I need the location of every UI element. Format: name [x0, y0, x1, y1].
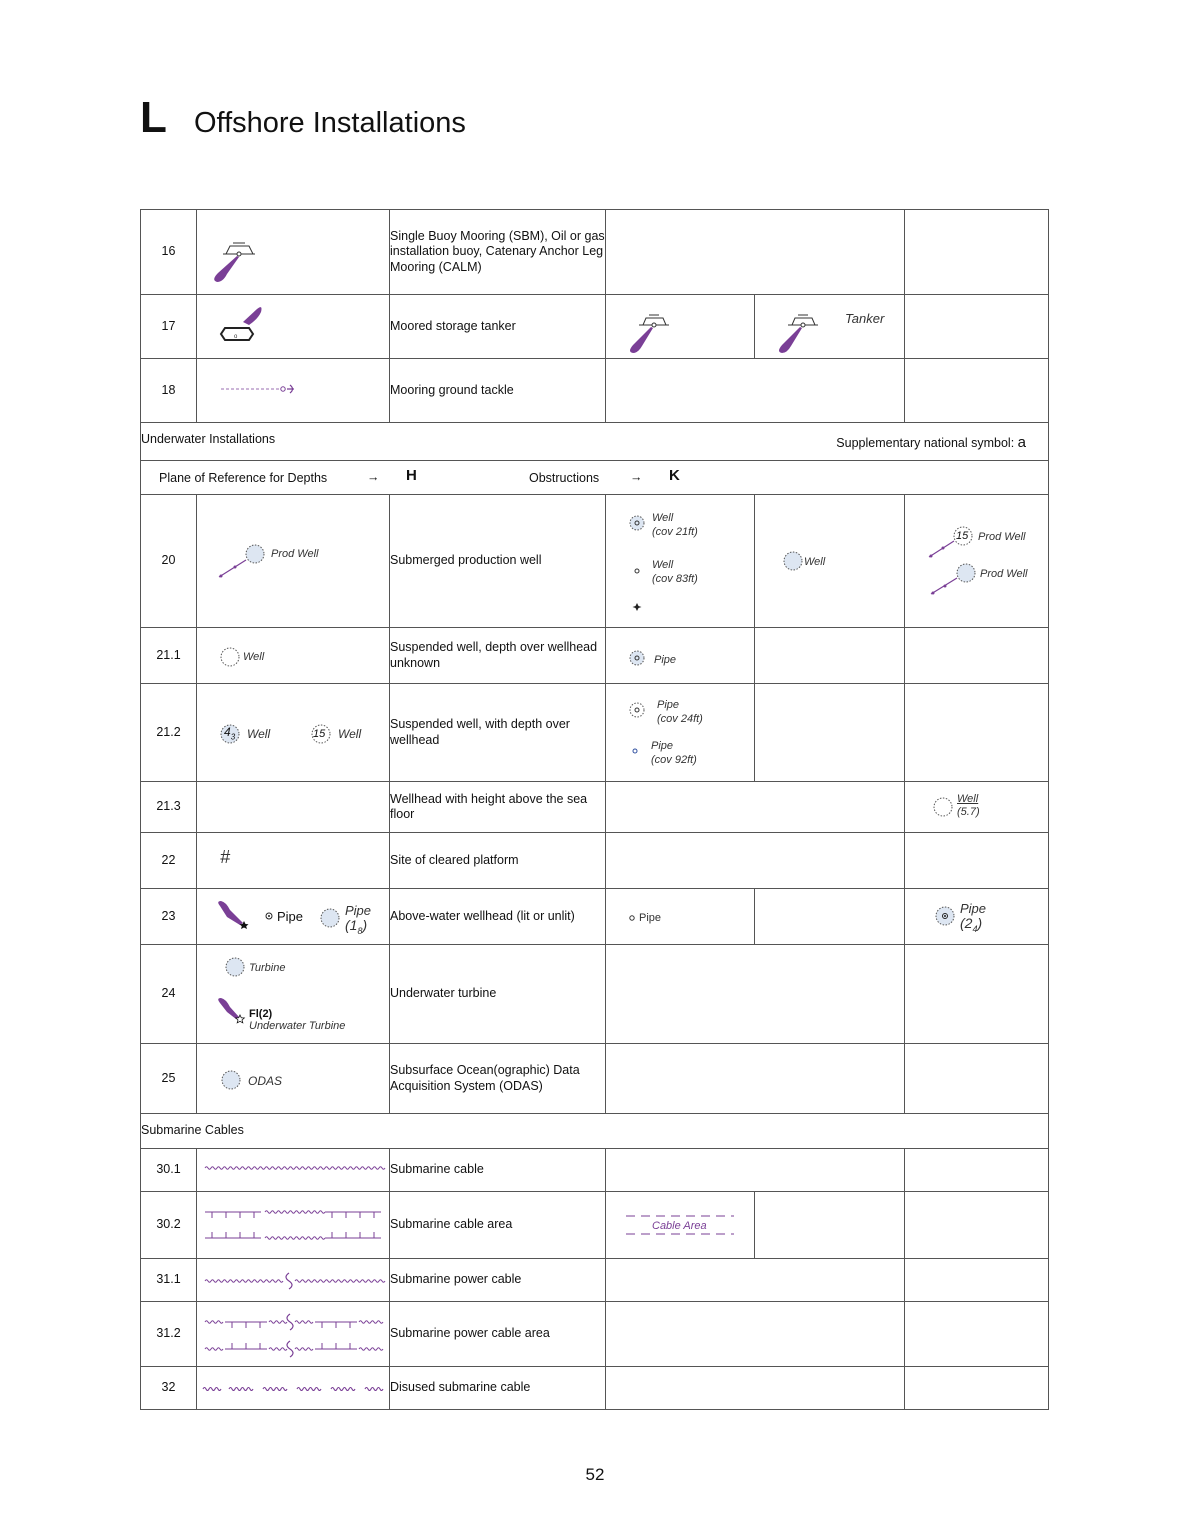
- empty-cell: [905, 1367, 1049, 1410]
- cable-area-label: Cable Area: [652, 1220, 707, 1232]
- symbol-cell: [905, 889, 1049, 945]
- empty-cell: [606, 1259, 905, 1302]
- section-title: Underwater Installations: [141, 431, 276, 446]
- row-number: 21.3: [141, 782, 197, 833]
- depth-label: $4_3$: [224, 725, 236, 742]
- table-row: [141, 295, 1049, 359]
- symbol-cell: [197, 495, 390, 628]
- row-number: 32: [141, 1367, 197, 1410]
- reference-row: [141, 461, 1049, 495]
- well-label: Well: [652, 559, 674, 571]
- well-label: Well: [243, 651, 265, 663]
- pipe-label: Pipe: [960, 901, 987, 916]
- symbol-cell: [606, 889, 755, 945]
- symbol-cell: [197, 1149, 390, 1192]
- depth-label: 15: [313, 728, 326, 740]
- symbol-cell: [197, 628, 390, 684]
- cable-area-icon: [197, 1192, 390, 1258]
- table-row: [141, 210, 1049, 295]
- symbol-cell: [606, 684, 755, 782]
- page-number: 52: [585, 1465, 605, 1484]
- sbm-buoy-icon: [197, 210, 390, 294]
- description: Submarine cable area: [390, 1192, 606, 1259]
- description: Subsurface Ocean(ographic) Data Acquisition System (ODAS): [390, 1044, 606, 1114]
- description: Site of cleared platform: [390, 833, 606, 889]
- arrow-icon: →: [630, 470, 643, 484]
- empty-cell: [905, 628, 1049, 684]
- power-cable-area-icon: [197, 1302, 390, 1366]
- sbm-buoy-icon: [755, 295, 905, 358]
- row-number: 17: [141, 295, 197, 359]
- row-number: 31.1: [141, 1259, 197, 1302]
- plane-reference-link[interactable]: H: [406, 467, 417, 484]
- empty-cell: [905, 1259, 1049, 1302]
- description: Above-water wellhead (lit or unlit): [390, 889, 606, 945]
- table-row: [141, 495, 1049, 628]
- empty-cell: [755, 889, 905, 945]
- empty-cell: [905, 945, 1049, 1044]
- symbol-cell: [197, 1192, 390, 1259]
- turbine-label: Underwater Turbine: [249, 1020, 346, 1032]
- ground-tackle-icon: [197, 359, 390, 422]
- cover-depth-label: (cov 21ft): [652, 526, 698, 538]
- well-label: Well: [957, 793, 979, 805]
- turbine-label: Turbine: [249, 962, 286, 974]
- symbol-cell: [606, 295, 755, 359]
- table-row: [141, 1149, 1049, 1192]
- well-label: Well: [804, 556, 826, 568]
- description: Suspended well, depth over wellhead unknown: [390, 628, 606, 684]
- pipe-label: Pipe: [657, 699, 680, 711]
- cover-depth-label: (cov 92ft): [651, 754, 697, 766]
- well-label: Well: [652, 512, 674, 524]
- row-number: 16: [141, 210, 197, 295]
- depth-label: 15: [956, 530, 969, 542]
- submarine-cable-icon: [197, 1149, 390, 1191]
- cleared-platform-icon: #: [220, 847, 231, 867]
- empty-cell: [606, 833, 905, 889]
- symbol-cell: [197, 945, 390, 1044]
- description: Moored storage tanker: [390, 295, 606, 359]
- plane-reference-label: Plane of Reference for Depths: [159, 471, 328, 485]
- empty-cell: [755, 628, 905, 684]
- empty-cell: [606, 1367, 905, 1410]
- prod-well-label: Prod Well: [980, 568, 1028, 580]
- symbol-cell: [197, 359, 390, 423]
- pipe-label: Pipe: [345, 903, 372, 918]
- tanker-label: Tanker: [845, 311, 885, 326]
- odas-label: ODAS: [248, 1074, 283, 1088]
- suspended-well-icon: [197, 628, 390, 684]
- symbol-cell: [197, 1367, 390, 1410]
- odas-icon: [197, 1044, 390, 1114]
- light-character-label: Fl(2): [249, 1008, 273, 1020]
- empty-cell: [905, 833, 1049, 889]
- symbol-cell: [905, 495, 1049, 628]
- row-number: 22: [141, 833, 197, 889]
- drying-height-label: $(1_8)$: [345, 917, 368, 936]
- table-row: [141, 1044, 1049, 1114]
- section-title: Submarine Cables: [141, 1114, 1049, 1149]
- symbol-cell: [606, 495, 755, 628]
- storage-tanker-icon: [197, 295, 390, 358]
- description: Submarine cable: [390, 1149, 606, 1192]
- empty-cell: [755, 684, 905, 782]
- empty-cell: [197, 782, 390, 833]
- table-row: [141, 782, 1049, 833]
- row-number: 21.2: [141, 684, 197, 782]
- symbol-cell: [606, 628, 755, 684]
- symbol-cell: [197, 210, 390, 295]
- pipe-label: Pipe: [639, 912, 662, 924]
- empty-cell: [905, 1302, 1049, 1367]
- table-row: [141, 628, 1049, 684]
- prod-well-label: Prod Well: [271, 548, 319, 560]
- row-number: 30.2: [141, 1192, 197, 1259]
- empty-cell: [905, 210, 1049, 295]
- symbol-cell: [755, 495, 905, 628]
- description: Underwater turbine: [390, 945, 606, 1044]
- table-row: [141, 684, 1049, 782]
- description: Suspended well, with depth over wellhead: [390, 684, 606, 782]
- empty-cell: [905, 1149, 1049, 1192]
- table-row: [141, 833, 1049, 889]
- empty-cell: [606, 1302, 905, 1367]
- row-number: 30.1: [141, 1149, 197, 1192]
- supplementary-note: [836, 432, 1048, 452]
- empty-cell: [606, 210, 905, 295]
- empty-cell: [755, 1192, 905, 1259]
- symbol-table: [140, 209, 1049, 1410]
- pipe-label: Pipe: [277, 909, 304, 924]
- empty-cell: [905, 1044, 1049, 1114]
- cover-depth-label: (cov 83ft): [652, 573, 698, 585]
- cover-depth-label: (cov 24ft): [657, 713, 703, 725]
- symbol-cell: [197, 295, 390, 359]
- table-row: [141, 359, 1049, 423]
- empty-cell: [905, 684, 1049, 782]
- symbol-cell: [197, 889, 390, 945]
- well-icon: [606, 495, 755, 628]
- description: Disused submarine cable: [390, 1367, 606, 1410]
- empty-cell: [905, 1192, 1049, 1259]
- description: Submarine power cable: [390, 1259, 606, 1302]
- pipe-label: Pipe: [651, 740, 674, 752]
- row-number: 21.1: [141, 628, 197, 684]
- section-header-underwater: [141, 423, 1049, 461]
- row-number: 31.2: [141, 1302, 197, 1367]
- symbol-cell: [197, 684, 390, 782]
- arrow-icon: →: [367, 470, 380, 484]
- description: Mooring ground tackle: [390, 359, 606, 423]
- empty-cell: [606, 359, 905, 423]
- row-number: 25: [141, 1044, 197, 1114]
- table-row: [141, 1367, 1049, 1410]
- pipe-icon: [606, 889, 755, 945]
- description: Single Buoy Mooring (SBM), Oil or gas installation buoy, Catenary Anchor Leg Mooring (CALM): [390, 210, 606, 295]
- page-title: Offshore Installations: [194, 107, 466, 139]
- symbol-cell: [905, 782, 1049, 833]
- obstructions-link[interactable]: K: [669, 467, 680, 484]
- table-row: [141, 889, 1049, 945]
- row-number: 23: [141, 889, 197, 945]
- section-letter: L: [140, 93, 167, 142]
- well-icon: [755, 495, 905, 628]
- row-number: 24: [141, 945, 197, 1044]
- drying-height-label: $(2_4)$: [960, 915, 983, 934]
- empty-cell: [606, 1149, 905, 1192]
- description: Wellhead with height above the sea floor: [390, 782, 606, 833]
- symbol-cell: [197, 1044, 390, 1114]
- row-number: 20: [141, 495, 197, 628]
- power-cable-icon: [197, 1259, 390, 1301]
- obstructions-label: Obstructions: [529, 471, 600, 485]
- symbol-cell: [755, 295, 905, 359]
- disused-cable-icon: [197, 1367, 390, 1409]
- table-row: [141, 1259, 1049, 1302]
- section-header-cables: [141, 1114, 1049, 1149]
- empty-cell: [905, 359, 1049, 423]
- supplementary-label: Supplementary national symbol:: [836, 435, 1015, 450]
- pipe-label: Pipe: [654, 654, 677, 666]
- table-row: [141, 1192, 1049, 1259]
- height-label: (5.7): [957, 806, 980, 818]
- empty-cell: [606, 945, 905, 1044]
- supplementary-symbol: a: [1017, 433, 1026, 451]
- empty-cell: [606, 782, 905, 833]
- prod-well-label: Prod Well: [978, 531, 1026, 543]
- description: Submerged production well: [390, 495, 606, 628]
- well-label: Well: [338, 727, 362, 741]
- production-well-icon: [905, 495, 1049, 628]
- svg-text:o: o: [234, 334, 238, 340]
- empty-cell: [606, 1044, 905, 1114]
- sbm-buoy-icon: [606, 295, 755, 358]
- well-label: Well: [247, 727, 271, 741]
- empty-cell: [905, 295, 1049, 359]
- table-row: [141, 945, 1049, 1044]
- symbol-cell: [197, 1302, 390, 1367]
- page-header: [140, 93, 466, 142]
- symbol-cell: [197, 1259, 390, 1302]
- table-row: [141, 1302, 1049, 1367]
- symbol-cell: [606, 1192, 755, 1259]
- description: Submarine power cable area: [390, 1302, 606, 1367]
- row-number: 18: [141, 359, 197, 423]
- pipe-icon: [606, 628, 755, 684]
- symbol-cell: [197, 833, 390, 889]
